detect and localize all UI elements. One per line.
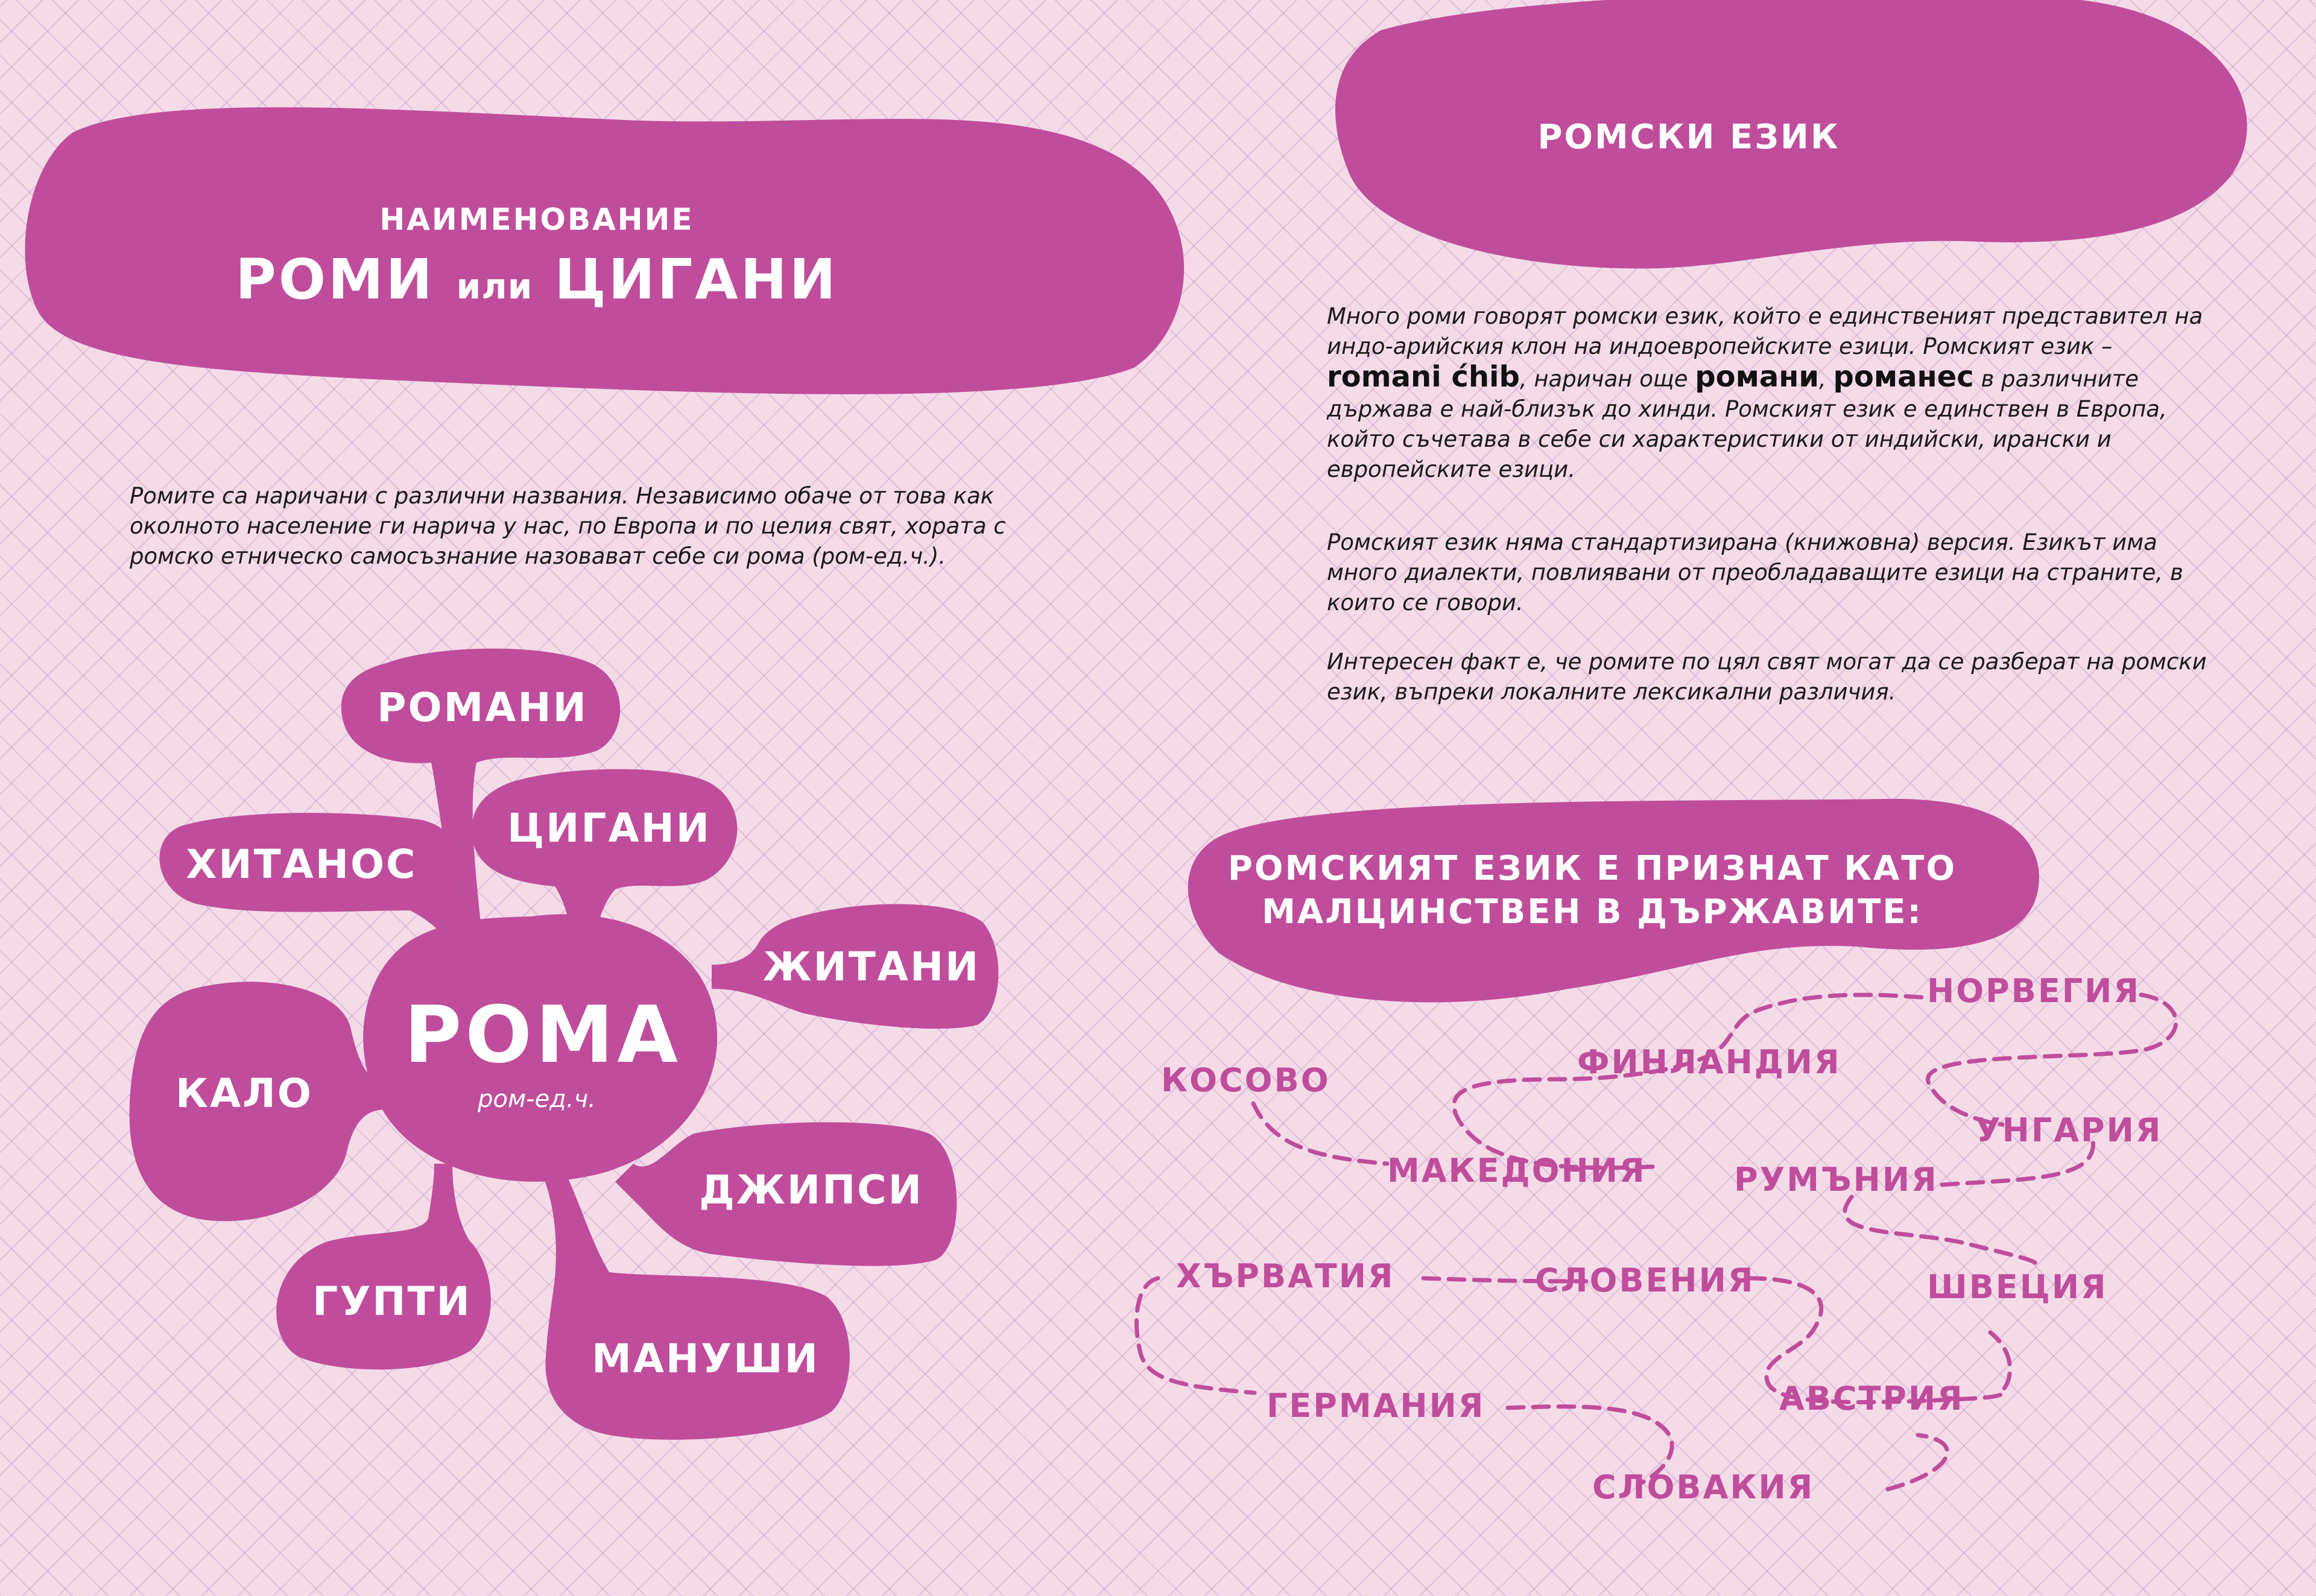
language-p1-middle: , наричан още xyxy=(1519,366,1688,392)
language-paragraph-3: Интересен факт е, че ромите по цял свят могат да се разберат на ромски език, въпреки локалните лексикални различия. xyxy=(1327,649,2207,705)
country-austria: АВСТРИЯ xyxy=(1779,1380,1964,1418)
country-slovenia: СЛОВЕНИЯ xyxy=(1535,1261,1755,1299)
heading-word-gypsies: ЦИГАНИ xyxy=(554,247,838,312)
name-gupti: ГУПТИ xyxy=(312,1278,472,1325)
heading-word-roma: РОМИ xyxy=(235,247,435,312)
country-finland: ФИНЛАНДИЯ xyxy=(1577,1043,1841,1081)
name-romani: РОМАНИ xyxy=(377,684,588,731)
country-slovakia: СЛОВАКИЯ xyxy=(1592,1468,1815,1506)
term-romanes: романес xyxy=(1833,360,1974,394)
language-heading: РОМСКИ ЕЗИК xyxy=(1537,118,1840,157)
minority-heading xyxy=(1182,847,2002,934)
heading-connector: или xyxy=(456,266,533,307)
name-gitani: ЖИТАНИ xyxy=(762,944,981,990)
name-tsigani: ЦИГАНИ xyxy=(507,805,712,851)
language-paragraph-1 xyxy=(1327,301,2232,485)
language-p1-start: Много роми говорят ромски език, който е единственият представител на индо-арийския клон на индоевропейските езици. Ромският език – xyxy=(1327,303,2203,359)
minority-heading-line-1: РОМСКИЯТ ЕЗИК Е ПРИЗНАТ КАТО xyxy=(1227,849,1957,888)
term-romani: романи xyxy=(1695,360,1820,394)
naming-heading-main xyxy=(205,247,868,312)
name-kalo: КАЛО xyxy=(176,1070,313,1117)
naming-heading-small: НАИМЕНОВАНИЕ xyxy=(379,202,694,237)
language-p1-comma: , xyxy=(1819,366,1826,392)
country-kosovo: КОСОВО xyxy=(1161,1061,1330,1099)
naming-intro-text: Ромите са наричани с различни названия. Независимо обаче от това как околното население ги нарича у нас, по Европа и по целия свят, хората с ромско етническо самосъзнание назовават себе си рома (ром-ед.ч.). xyxy=(130,483,1006,569)
country-germany: ГЕРМАНИЯ xyxy=(1267,1387,1485,1425)
name-roma-center: РОМА xyxy=(404,989,682,1080)
language-paragraph-2: Ромският език няма стандартизирана (книжовна) версия. Езикът има много диалекти, повлиявани от преобладаващите езици на страните, в които се говори. xyxy=(1327,529,2183,616)
language-p1-end: в различните държава е най-близък до хинди. Ромският език е единствен в Европа, който съчетава в себе си характеристики от индийски, ирански и европейските езици. xyxy=(1327,366,2167,482)
name-gypsy: ДЖИПСИ xyxy=(699,1167,923,1213)
country-sweden: ШВЕЦИЯ xyxy=(1927,1268,2108,1306)
term-romani-chib: romani ćhib xyxy=(1327,360,1520,394)
minority-heading-line-2: МАЛЦИНСТВЕН В ДЪРЖАВИТЕ: xyxy=(1262,892,1923,932)
name-manushi: МАНУШИ xyxy=(592,1336,820,1382)
country-croatia: ХЪРВАТИЯ xyxy=(1176,1257,1395,1295)
country-romania: РУМЪНИЯ xyxy=(1734,1161,1938,1199)
country-macedonia: МАКЕДОНИЯ xyxy=(1387,1152,1647,1190)
country-norway: НОРВЕГИЯ xyxy=(1927,972,2140,1010)
name-roma-subtitle: ром-ед.ч. xyxy=(478,1085,596,1113)
country-hungary: УНГАРИЯ xyxy=(1975,1111,2163,1149)
name-gitanos: ХИТАНОС xyxy=(186,841,417,888)
